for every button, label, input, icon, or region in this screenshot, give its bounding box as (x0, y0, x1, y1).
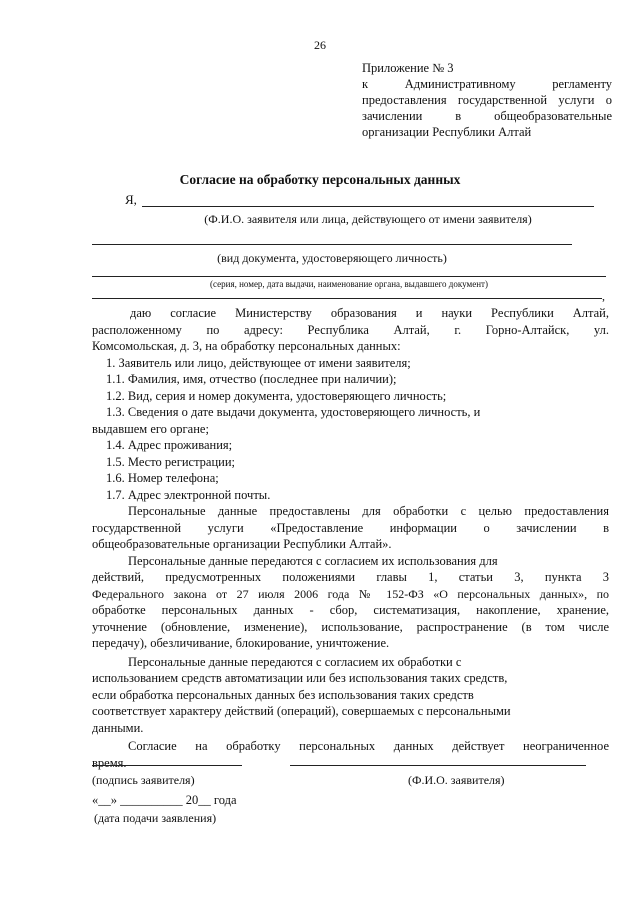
list-item: 1.6. Номер телефона; (106, 471, 219, 485)
series-caption: (серия, номер, дата выдачи, наименование органа, выдавшего документ) (210, 279, 488, 289)
signature-caption: (подпись заявителя) (92, 773, 195, 787)
intro-line-1: даю согласие Министерству образования и науки Республики Алтай, (130, 306, 609, 320)
para1-line-1: Персональные данные предоставлены для обработки с целью предоставления (128, 504, 609, 518)
para4-line-2: время. (92, 755, 127, 770)
para3-line-3: если обработка персональных данных без использования таких средств (92, 687, 474, 702)
intro-line-2: расположенному по адресу: Республика Алтай, г. Горно-Алтайск, ул. (92, 322, 609, 337)
fio-caption: (Ф.И.О. заявителя или лица, действующего от имени заявителя) (204, 212, 532, 226)
series-continuation-line[interactable] (92, 298, 602, 299)
date-line: «__» __________ 20__ года (92, 793, 237, 807)
para3-line-4: соответствует характеру действий (операций), совершаемых с персональными (92, 704, 511, 718)
para3-line-5: данными. (92, 720, 144, 735)
para2-line-1: Персональные данные передаются с согласием их использования для (128, 553, 498, 568)
i-label: Я, (125, 192, 137, 207)
fio-signature-line[interactable] (290, 765, 586, 766)
list-item: 1.3. Сведения о дате выдачи документа, удостоверяющего личность, и (106, 405, 481, 419)
signature-line[interactable] (92, 765, 242, 766)
document-title: Согласие на обработку персональных данных (179, 172, 461, 187)
list-item: 1.2. Вид, серия и номер документа, удостоверяющего личность; (106, 388, 447, 403)
para3-line-1: Персональные данные передаются с согласием их обработки с (128, 654, 462, 669)
para2-line-5: уточнение (обновление, изменение), использование, распространение (в том числе (92, 619, 609, 634)
fio-field-line[interactable] (142, 206, 594, 207)
appendix-line-1: Приложение № 3 (362, 61, 454, 75)
para2-line-4: обработке персональных данных - сбор, систематизация, накопление, хранение, (92, 603, 609, 617)
appendix-line-2: к Административному регламенту (362, 77, 612, 91)
appendix-line-4: зачислении в общеобразовательные (362, 109, 612, 123)
appendix-line-5: организации Республики Алтай (362, 125, 532, 139)
para2-line-3: Федерального закона от 27 июля 2006 года № 152-ФЗ «О персональных данных», по (92, 586, 609, 601)
intro-line-3: Комсомольская, д. 3, на обработку персональных данных: (92, 339, 401, 353)
para2-line-6: передачу), обезличивание, блокирование, уничтожение. (92, 636, 390, 650)
para1-line-3: общеобразовательные организации Республики Алтай». (92, 537, 392, 551)
list-item: 1.1. Фамилия, имя, отчество (последнее при наличии); (106, 372, 397, 386)
para1-line-2: государственной услуги «Предоставление информации о зачислении в (92, 520, 609, 535)
fio-signature-caption: (Ф.И.О. заявителя) (408, 773, 505, 787)
appendix-line-3: предоставления государственной услуги о (362, 93, 612, 107)
series-field-line[interactable] (92, 276, 606, 277)
list-item-continuation: выдавшем его органе; (92, 421, 209, 436)
document-type-caption: (вид документа, удостоверяющего личность) (217, 251, 447, 265)
trailing-comma: , (602, 289, 605, 303)
para4-line-1: Согласие на обработку персональных данных действует неограниченное (128, 739, 609, 753)
list-item: 1.7. Адрес электронной почты. (106, 487, 271, 502)
consent-body (92, 305, 609, 771)
appendix-header (362, 60, 612, 140)
page-number: 26 (314, 38, 326, 52)
para3-line-2: использованием средств автоматизации или без использования таких средств, (92, 671, 508, 685)
list-item: 1.5. Место регистрации; (106, 454, 236, 469)
list-item: 1.4. Адрес проживания; (106, 438, 233, 452)
date-caption: (дата подачи заявления) (94, 811, 217, 825)
para2-line-2: действий, предусмотренных положениями главы 1, статьи 3, пункта 3 (92, 570, 609, 584)
list-item: 1. Заявитель или лицо, действующее от имени заявителя; (106, 355, 411, 370)
document-type-field-line[interactable] (92, 244, 572, 245)
